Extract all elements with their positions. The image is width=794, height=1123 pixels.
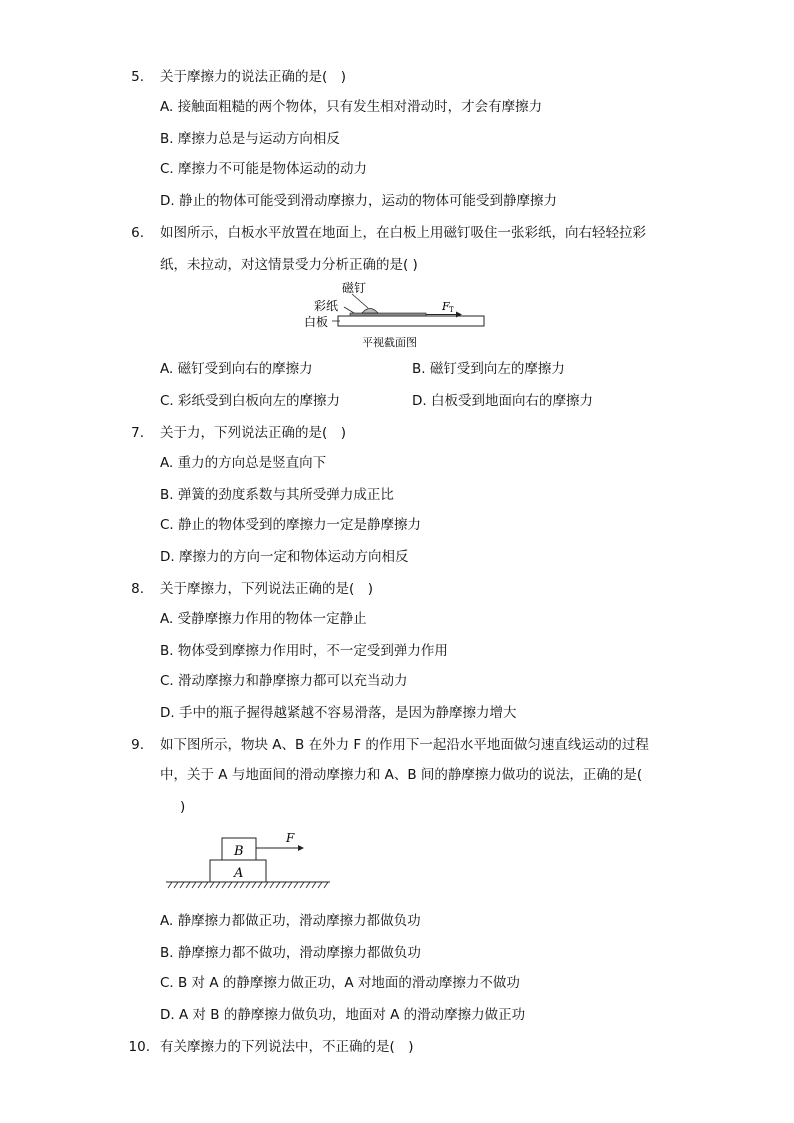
label-b: B: [234, 844, 244, 859]
option-b: B. 物体受到摩擦力作用时，不一定受到弹力作用: [160, 643, 448, 659]
question-stem: 如下图所示，物块 A、B 在外力 F 的作用下一起沿水平地面做匀速直线运动的过程: [160, 737, 649, 753]
option-d: D. 静止的物体可能受到滑动摩擦力，运动的物体可能受到静摩擦力: [160, 193, 557, 209]
label-a: A: [234, 866, 244, 881]
question-stem: 如图所示，白板水平放置在地面上，在白板上用磁钉吸住一张彩纸，向右轻轻拉彩: [160, 225, 646, 241]
question-stem: ): [180, 799, 186, 815]
question-stem: 关于摩擦力的说法正确的是( ): [160, 69, 347, 85]
question-number: 6.: [131, 225, 144, 241]
option-b: B. 摩擦力总是与运动方向相反: [160, 131, 340, 147]
option-a: A. 受静摩擦力作用的物体一定静止: [160, 611, 367, 627]
option-c: C. 彩纸受到白板向左的摩擦力: [160, 393, 341, 409]
paper-shape: [350, 313, 426, 316]
option-a: A. 磁钉受到向右的摩擦力: [160, 361, 313, 377]
question-stem: 纸，未拉动，对这情景受力分析正确的是( ): [160, 257, 418, 273]
label-force-sub: T: [449, 306, 454, 314]
figure-caption: 平视截面图: [362, 336, 417, 349]
option-a: A. 重力的方向总是竖直向下: [160, 455, 327, 471]
question-number: 10.: [128, 1039, 150, 1055]
label-board: 白板: [304, 315, 329, 329]
option-d: D. 白板受到地面向右的摩擦力: [412, 393, 593, 409]
option-a: A. 静摩擦力都做正功，滑动摩擦力都做负功: [160, 913, 421, 929]
question-number: 9.: [131, 737, 144, 753]
question-number: 8.: [131, 581, 144, 597]
option-b: B. 弹簧的劲度系数与其所受弹力成正比: [160, 487, 394, 503]
question-stem: 有关摩擦力的下列说法中，不正确的是( ): [160, 1039, 414, 1055]
question-stem: 关于摩擦力，下列说法正确的是( ): [160, 581, 374, 597]
label-f: F: [286, 831, 295, 845]
option-d: D. 摩擦力的方向一定和物体运动方向相反: [160, 549, 409, 565]
option-c: C. 摩擦力不可能是物体运动的动力: [160, 161, 368, 177]
whiteboard-shape: [338, 316, 484, 326]
option-c: C. 静止的物体受到的摩擦力一定是静摩擦力: [160, 517, 422, 533]
ground-hatching: [168, 882, 328, 888]
question-stem: 关于力，下列说法正确的是( ): [160, 425, 347, 441]
force-arrowhead: [298, 845, 304, 851]
option-b: B. 磁钉受到向左的摩擦力: [412, 361, 565, 377]
paper-leader: [344, 307, 354, 313]
magnet-shape: [362, 309, 378, 314]
whiteboard-diagram: [296, 280, 492, 352]
question-number: 5.: [131, 69, 144, 85]
label-paper: 彩纸: [314, 299, 339, 313]
option-a: A. 接触面粗糙的两个物体，只有发生相对滑动时，才会有摩擦力: [160, 99, 543, 115]
label-force: F: [442, 300, 450, 313]
magnet-leader: [352, 294, 368, 308]
question-stem: 中，关于 A 与地面间的滑动摩擦力和 A、B 间的静摩擦力做功的说法，正确的是(: [160, 767, 643, 783]
label-magnet: 磁钉: [342, 281, 367, 295]
blocks-diagram: [162, 826, 334, 894]
option-c: C. 滑动摩擦力和静摩擦力都可以充当动力: [160, 673, 408, 689]
option-c: C. B 对 A 的静摩擦力做正功，A 对地面的滑动摩擦力不做功: [160, 975, 520, 991]
question-number: 7.: [131, 425, 144, 441]
option-d: D. 手中的瓶子握得越紧越不容易滑落，是因为静摩擦力增大: [160, 705, 517, 721]
option-b: B. 静摩擦力都不做功，滑动摩擦力都做负功: [160, 945, 421, 961]
option-d: D. A 对 B 的静摩擦力做负功，地面对 A 的滑动摩擦力做正功: [160, 1007, 526, 1023]
